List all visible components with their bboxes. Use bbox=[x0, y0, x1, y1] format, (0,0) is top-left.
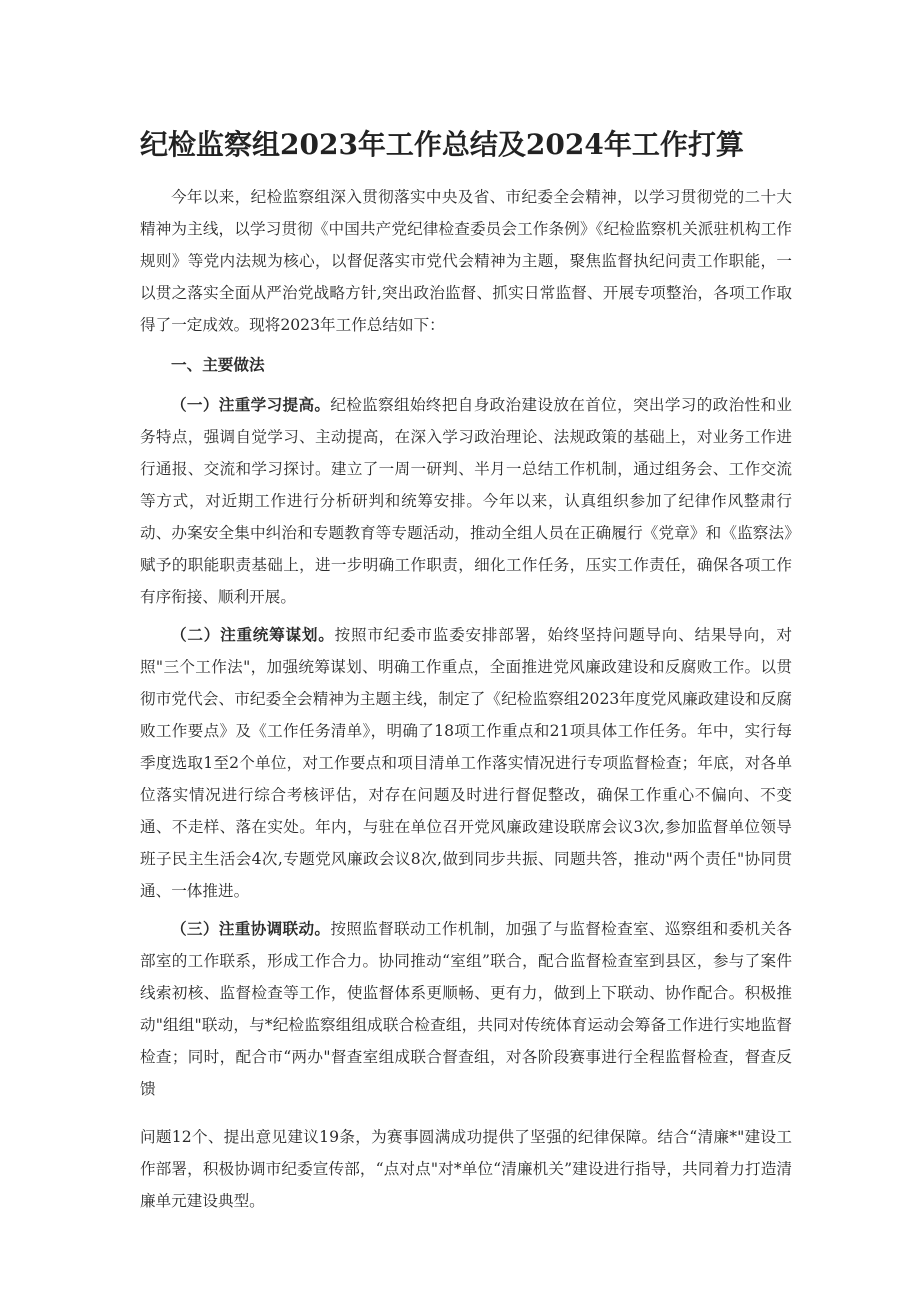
item-lead: （二）注重统筹谋划。 bbox=[171, 625, 335, 644]
page-break-gap bbox=[140, 1111, 792, 1121]
continuation-paragraph: 问题12个、提出意见建议19条，为赛事圆满成功提供了坚强的纪律保障。结合“清廉*"建设工作部署，积极协调市纪委宣传部，“点对点"对*单位“清廉机关”建设进行指导，共同着力打造清廉单元建设典型。 bbox=[140, 1128, 792, 1210]
item-body: 按照监督联动工作机制，加强了与监督检查室、巡察组和委机关各部室的工作联系，形成工作合力。协同推动“室组”联合，配合监督检查室到县区，参与了案件线索初核、监督检查等工作，使监督体系更顺畅、更有力，做到上下联动、协作配合。积极推动"组组"联动，与*纪检监察组组成联合检查组，共同对传统体育运动会筹备工作进行实地监督检查；同时，配合市“两办"督查室组成联合督查组，对各阶段赛事进行全程监督检查，督查反馈 bbox=[140, 920, 792, 1098]
document-title: 纪检监察组2023年工作总结及2024年工作打算 bbox=[140, 128, 744, 161]
document-page bbox=[140, 125, 792, 1223]
item-paragraph-study bbox=[140, 389, 792, 613]
item-lead: （一）注重学习提高。 bbox=[171, 395, 331, 414]
section-heading-main-practices: 一、主要做法 bbox=[171, 355, 265, 374]
item-paragraph-coordination bbox=[140, 913, 792, 1105]
item-body: 纪检监察组始终把自身政治建设放在首位，突出学习的政治性和业务特点，强调自觉学习、主动提高，在深入学习政治理论、法规政策的基础上，对业务工作进行通报、交流和学习探讨。建立了一周一研判、半月一总结工作机制，通过组务会、工作交流等方式，对近期工作进行分析研判和统筹安排。今年以来，认真组织参加了纪律作风整肃行动、办案安全集中纠治和专题教育等专题活动，推动全组人员在正确履行《党章》和《监察法》赋予的职能职责基础上，进一步明确工作职责，细化工作任务，压实工作责任，确保各项工作有序衔接、顺利开展。 bbox=[140, 396, 792, 606]
item-body: 按照市纪委市监委安排部署，始终坚持问题导向、结果导向，对照"三个工作法"，加强统筹谋划、明确工作重点，全面推进党风廉政建设和反腐败工作。以贯彻市党代会、市纪委全会精神为主题主线，制定了《纪检监察组2023年度党风廉政建设和反腐败工作要点》及《工作任务清单》，明确了18项工作重点和21项具体工作任务。年中，实行每季度选取1至2个单位，对工作要点和项目清单工作落实情况进行专项监督检查；年底，对各单位落实情况进行综合考核评估，对存在问题及时进行督促整改，确保工作重心不偏向、不变通、不走样、落在实处。年内，与驻在单位召开党风廉政建设联席会议3次,参加监督单位领导班子民主生活会4次,专题党风廉政会议8次,做到同步共振、同题共答，推动"两个责任"协同贯通、一体推进。 bbox=[140, 626, 792, 900]
item-lead: （三）注重协调联动。 bbox=[171, 919, 331, 938]
intro-paragraph: 今年以来，纪检监察组深入贯彻落实中央及省、市纪委全会精神，以学习贯彻党的二十大精神为主线，以学习贯彻《中国共产党纪律检查委员会工作条例》《纪检监察机关派驻机构工作规则》等党内法规为核心，以督促落实市党代会精神为主题，聚焦监督执纪问责工作职能，一以贯之落实全面从严治党战略方针,突出政治监督、抓实日常监督、开展专项整治，各项工作取得了一定成效。现将2023年工作总结如下： bbox=[140, 188, 792, 334]
item-paragraph-planning bbox=[140, 619, 792, 907]
